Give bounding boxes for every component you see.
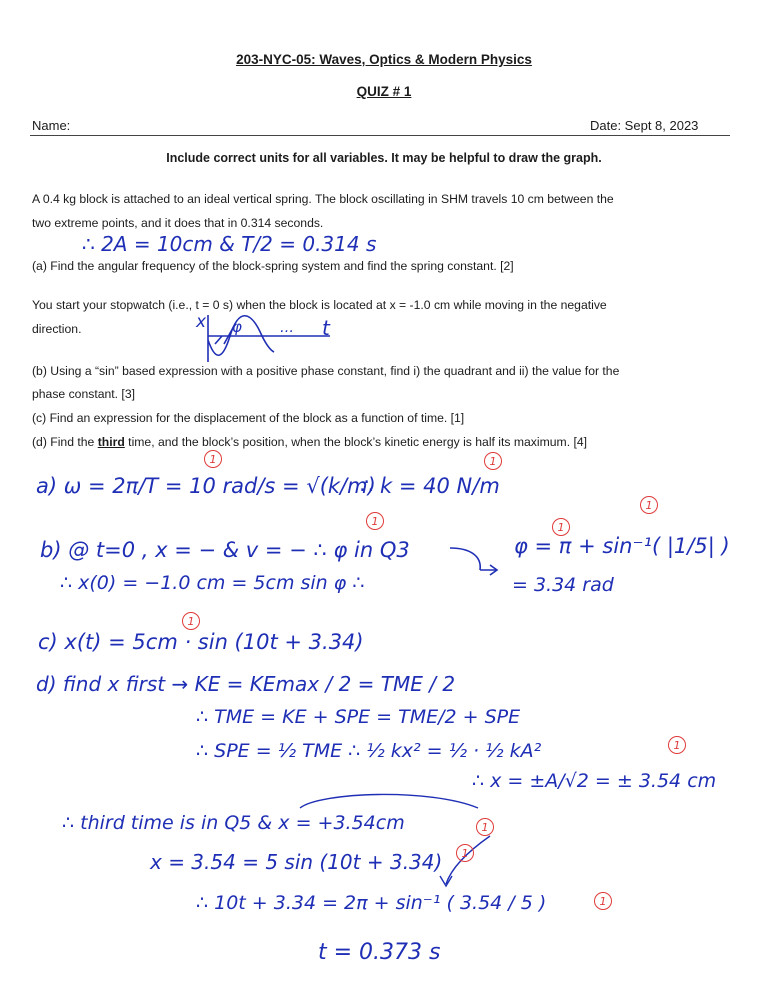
- stopwatch-line-2: direction.: [32, 322, 82, 336]
- problem-line-1: A 0.4 kg block is attached to an ideal vertical spring. The block oscillating in SHM travels 10 cm between the: [32, 192, 614, 206]
- sketch-phi-label: φ: [232, 318, 242, 336]
- score-mark: 1: [668, 736, 686, 754]
- hw-part-a-omega: a) ω = 2π/T = 10 rad/s = √(k/m): [36, 474, 376, 498]
- score-mark: 1: [366, 512, 384, 530]
- score-mark: 1: [182, 612, 200, 630]
- instructions: Include correct units for all variables. It may be helpful to draw the graph.: [166, 151, 602, 165]
- hw-part-b-phase-value: = 3.34 rad: [512, 574, 614, 596]
- score-mark: 1: [484, 452, 502, 470]
- score-mark: 1: [640, 496, 658, 514]
- hw-part-b-phase-expr: φ = π + sin⁻¹( |1/5| ): [514, 534, 730, 558]
- hw-final-answer: t = 0.373 s: [318, 940, 441, 965]
- score-mark: 1: [594, 892, 612, 910]
- quiz-title: QUIZ # 1: [356, 84, 412, 99]
- score-mark: 1: [476, 818, 494, 836]
- name-label: Name:: [32, 118, 71, 133]
- sketch-t-label: t: [322, 316, 330, 340]
- hw-part-d-equation: x = 3.54 = 5 sin (10t + 3.34): [150, 850, 443, 874]
- stopwatch-line-1: You start your stopwatch (i.e., t = 0 s) when the block is located at x = -1.0 cm while moving in the negative: [32, 298, 607, 312]
- hw-part-d-third-time: ∴ third time is in Q5 & x = +3.54cm: [62, 812, 405, 834]
- part-d-question: (d) Find the third time, and the block’s position, when the block’s kinetic energy is half its maximum. [4]: [32, 435, 588, 449]
- hw-part-c-expression: c) x(t) = 5cm · sin (10t + 3.34): [38, 630, 364, 654]
- score-mark: 1: [552, 518, 570, 536]
- hw-part-d-line-3: ∴ SPE = ½ TME ∴ ½ kx² = ½ · ½ kA²: [196, 740, 542, 762]
- hw-part-b-sign: b) @ t=0 , x = − & v = − ∴ φ in Q3: [40, 538, 410, 562]
- problem-line-2: two extreme points, and it does that in 0.314 seconds.: [32, 216, 324, 230]
- hw-part-d-position: ∴ x = ±A/√2 = ± 3.54 cm: [472, 770, 717, 792]
- course-title: 203-NYC-05: Waves, Optics & Modern Physics: [236, 52, 532, 67]
- hw-part-d-line-1: d) find x first → KE = KEmax / 2 = TME / 2: [36, 672, 456, 696]
- hw-given: ∴ 2A = 10cm & T/2 = 0.314 s: [82, 232, 377, 256]
- part-a-question: (a) Find the angular frequency of the block-spring system and find the spring constant. [2]: [32, 259, 514, 273]
- part-d-emphasis: third: [97, 435, 125, 449]
- part-b-question-1: (b) Using a “sin” based expression with a positive phase constant, find i) the quadrant and ii) the value for the: [32, 364, 620, 378]
- hw-part-d-solve: ∴ 10t + 3.34 = 2π + sin⁻¹ ( 3.54 / 5 ): [196, 892, 547, 914]
- part-b-question-2: phase constant. [3]: [32, 387, 135, 401]
- sketch-x-label: x: [196, 312, 207, 332]
- score-mark: 1: [204, 450, 222, 468]
- hw-part-b-x0: ∴ x(0) = −1.0 cm = 5cm sin φ ∴: [60, 572, 365, 594]
- quiz-date: Date: Sept 8, 2023: [590, 118, 699, 133]
- hw-part-d-line-2: ∴ TME = KE + SPE = TME/2 + SPE: [196, 706, 521, 728]
- sketch-dots: …: [280, 320, 294, 336]
- part-c-question: (c) Find an expression for the displacement of the block as a function of time. [1]: [32, 411, 465, 425]
- hw-part-a-k: ∴ k = 40 N/m: [360, 474, 500, 498]
- score-mark: 1: [456, 844, 474, 862]
